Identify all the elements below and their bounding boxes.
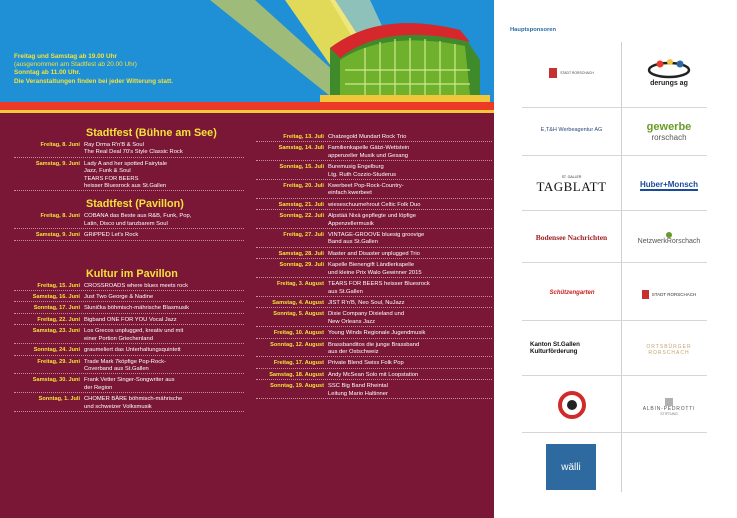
entry-date: Sonntag, 5. August — [273, 311, 324, 318]
entry-line: The Real Deal 70's Style Classic Rock — [84, 149, 183, 156]
entry-line: VINTAGE-GROOVE bluesig groovige — [328, 232, 425, 239]
grid-divider — [522, 210, 707, 211]
entry-date: Samstag, 4. August — [272, 299, 324, 306]
entry-line: graumeliert das Unterhaltungsquintett — [84, 347, 181, 354]
entry-date: Sonntag, 15. Juli — [279, 164, 324, 171]
entry-acts — [328, 202, 492, 209]
program-entry — [14, 396, 244, 412]
logo-stadt-rorschach: STADT RORSCHACH — [629, 280, 709, 308]
logo-stadt-gemeinden: STADT RORSCHACH — [524, 55, 619, 90]
entry-date: Sonntag, 12. August — [270, 341, 324, 348]
grid-divider — [522, 320, 707, 321]
entry-line: Frank Vetter Singer-Songwriter aus — [84, 377, 175, 384]
program-entry — [256, 202, 492, 210]
sponsors-title: Hauptsponsoren — [510, 27, 557, 33]
entry-line: TEARS FOR BEERS heisser Bluesrock — [328, 281, 430, 288]
program-entry — [14, 305, 244, 313]
program-entry — [256, 360, 492, 368]
entry-acts — [328, 360, 492, 367]
derungs-swoosh-icon — [646, 58, 692, 80]
entry-acts — [84, 213, 244, 228]
program-entry — [256, 145, 492, 161]
entry-date: Sonntag, 29. Juli — [279, 262, 324, 269]
opening-hours — [14, 53, 254, 86]
entry-date: Sonntag, 22. Juli — [279, 213, 324, 220]
hours-line-4: Die Veranstaltungen finden bei jeder Witterung statt. — [14, 77, 174, 85]
hours-line-1: Freitag und Samstag ab 19.00 Uhr — [14, 53, 117, 60]
logo-bodensee-nachrichten: Bodensee Nachrichten — [535, 232, 608, 242]
grid-divider — [522, 155, 707, 156]
program-entry — [256, 300, 492, 308]
grid-divider — [522, 262, 707, 263]
entry-acts — [84, 294, 244, 301]
coat-of-arms-icon — [642, 290, 649, 299]
entry-line: Lady A and her spotted Fairytale — [84, 160, 168, 167]
program-entry — [256, 232, 492, 248]
program-entry — [14, 294, 244, 302]
entry-line: heisser Bluesrock aus St.Gallen — [84, 183, 167, 190]
logo-gewerbe: gewerbe rorschach — [646, 120, 692, 142]
foundation-emblem-icon — [665, 398, 673, 406]
entry-acts — [84, 305, 244, 312]
entry-line: Los Grecos unplugged, kreativ und mit — [84, 328, 184, 335]
entry-line: Jazz, Funk & Soul — [84, 168, 131, 175]
entry-date: Sonntag, 1. Juli — [38, 396, 80, 403]
red-stripe — [0, 102, 494, 110]
entry-line: Alpstää Nixä gepflegte und löpfige — [328, 213, 416, 220]
entry-line: Brassbanditos die junge Brassband — [328, 341, 420, 348]
logo-tagblatt: ST. GALLER TAGBLATT — [536, 174, 607, 194]
program-entry — [14, 377, 244, 393]
entry-date: Freitag, 8. Juni — [40, 142, 80, 148]
entry-line: Private Blend Swiss Folk Pop — [328, 360, 404, 367]
program-entry — [256, 330, 492, 338]
red-swoosh-icon — [552, 390, 592, 420]
header-graphic — [0, 0, 494, 108]
logo-derungs: derungs ag — [629, 50, 709, 95]
entry-acts — [328, 262, 492, 277]
logo-ortsbuerger-rorschach: ORTSBÜRGER RORSCHACH — [646, 344, 692, 356]
entry-date: Freitag, 29. Juni — [37, 358, 80, 365]
entry-acts — [84, 283, 244, 290]
entry-acts — [328, 281, 492, 296]
entry-date: Freitag, 8. Juni — [40, 213, 80, 220]
coat-of-arms-icon — [549, 68, 557, 78]
entry-line: aus St.Gallen — [328, 288, 363, 295]
program-entry — [256, 183, 492, 199]
entry-line: Young Winds Regionale Jugendmusik — [328, 330, 426, 337]
program-entry — [14, 161, 244, 192]
program-right-column — [256, 134, 492, 402]
entry-date: Freitag, 3. August — [276, 281, 324, 288]
entry-line: Kwerbeet Pop-Rock-Country- — [328, 183, 404, 190]
entry-line: CROSSROADS where blues meets rock — [84, 282, 189, 289]
entry-date: Sonntag, 19. August — [270, 383, 324, 390]
entry-line: und kleine Prix Walo Gewinner 2015 — [328, 269, 422, 276]
entry-line: aus der Ostschweiz — [328, 348, 379, 355]
entry-line: Appenzellermusik — [328, 220, 374, 227]
program-entry — [14, 283, 244, 291]
entry-acts — [328, 342, 492, 357]
entry-line: SSC Big Band Rheintal — [328, 383, 388, 390]
entry-line: CHOMER BÄRE böhmisch-mährische — [84, 396, 183, 403]
entry-line: Band aus St.Gallen — [328, 239, 378, 246]
entry-date: Freitag, 17. August — [273, 360, 324, 367]
program-entry — [256, 262, 492, 278]
entry-line: Ray Drma R'n'B & Soul — [84, 142, 144, 148]
section-title: Stadtfest (Bühne am See) — [86, 127, 217, 139]
logo-waelli: wälli — [546, 444, 596, 490]
entry-acts — [84, 328, 244, 343]
entry-line: GRiPPED Let's Rock — [84, 232, 139, 239]
grid-divider-vertical — [621, 42, 622, 492]
logo-kanton-st-gallen: Kanton St.Gallen Kulturförderung — [530, 341, 580, 355]
entry-date: Freitag, 20. Juli — [283, 183, 324, 190]
logo-eth: E,T&H Werbeagentur AG — [540, 127, 603, 133]
grid-divider — [522, 375, 707, 376]
entry-line: wieseschuumehrout Celtic Folk Duo — [328, 201, 421, 208]
logo-huber-monsch: Huber+Monsch — [639, 179, 698, 189]
hours-line-3: Sonntag ab 11.00 Uhr. — [14, 69, 81, 77]
entry-line: der Region — [84, 384, 113, 391]
program-entry — [256, 311, 492, 327]
entry-date: Samstag, 9. Juni — [35, 160, 80, 167]
entry-date: Samstag, 21. Juli — [278, 201, 324, 208]
program-entry — [256, 213, 492, 229]
entry-date: Samstag, 16. Juni — [32, 294, 80, 301]
entry-date: Samstag, 30. Juni — [32, 377, 80, 384]
entry-acts — [84, 359, 244, 374]
program-entry — [256, 164, 492, 180]
program-entry — [256, 134, 492, 142]
entry-line: Master and Disaster unplugged Trio — [328, 250, 420, 257]
program-entry — [14, 347, 244, 355]
entry-line: New Orleans Jazz — [328, 318, 376, 325]
entry-line: Leitung Mario Haltinner — [328, 390, 388, 397]
program-entry — [14, 328, 244, 344]
entry-date: Freitag, 27. Juli — [283, 232, 324, 239]
entry-date: Samstag, 23. Juni — [32, 328, 80, 335]
entry-acts — [328, 372, 492, 379]
entry-date: Freitag, 13. Juli — [283, 134, 324, 140]
logo-albin-pedrotti: ALBIN-PEDROTTI STIFTUNG — [629, 390, 709, 424]
entry-acts — [328, 251, 492, 258]
logo-schuetzengarten: Schützengarten — [549, 290, 595, 296]
entry-acts — [328, 383, 492, 398]
entry-line: Chatzegold Mundart Rock Trio — [328, 134, 407, 140]
section-title: Stadtfest (Pavillon) — [86, 198, 184, 211]
entry-line: JIST R'n'B, Neo Soul, NuJazz — [328, 299, 405, 306]
entry-line: Buremusig Engelburg — [328, 164, 384, 171]
grid-divider — [522, 107, 707, 108]
entry-acts — [328, 300, 492, 307]
entry-acts — [328, 330, 492, 337]
program-entry — [256, 383, 492, 399]
entry-line: Dixie Company Dixieland und — [328, 311, 405, 318]
entry-date: Samstag, 14. Juli — [278, 145, 324, 152]
entry-date: Samstag, 9. Juni — [35, 232, 80, 239]
logo-swoosh-red — [534, 385, 609, 425]
hours-line-2: (ausgenommen am Stadtfest ab 20.00 Uhr) — [14, 61, 137, 69]
entry-date: Sonntag, 17. Juni — [33, 305, 80, 312]
entry-line: und schweizer Volksmusik — [84, 403, 152, 410]
entry-date: Freitag, 15. Juni — [37, 282, 80, 289]
program-left-column — [14, 127, 244, 415]
entry-line: Bigband ONE FOR YOU Vocal Jazz — [84, 316, 177, 323]
program-entry — [256, 251, 492, 259]
entry-line: appenzeller Musik und Gesang — [328, 152, 408, 159]
entry-line: COBANA das Beste aus R&B, Funk, Pop, — [84, 213, 192, 220]
entry-acts — [84, 161, 244, 191]
entry-line: Coverband aus St.Gallen — [84, 365, 149, 372]
program-entry — [14, 142, 244, 158]
program-entry — [14, 232, 244, 240]
entry-date: Freitag, 10. August — [273, 330, 324, 337]
sponsors-panel — [494, 0, 737, 518]
entry-line: Slunička böhmisch-mährische Blasmusik — [84, 305, 190, 312]
entry-date: Sonntag, 24. Juni — [33, 347, 80, 354]
entry-acts — [328, 164, 492, 179]
logo-netzwerk-rorschach: NetzwerkRorschach — [629, 222, 709, 254]
entry-line: einfach kwerbeet — [328, 190, 372, 197]
program-entry — [256, 372, 492, 380]
entry-date: Freitag, 22. Juni — [37, 316, 80, 323]
entry-line: TEARS FOR BEERS — [84, 175, 139, 182]
grid-divider — [522, 432, 707, 433]
entry-acts — [84, 347, 244, 354]
entry-line: Latin, Disco und tanzbarem Soul — [84, 220, 168, 227]
entry-acts — [328, 183, 492, 198]
entry-date: Samstag, 28. Juli — [278, 250, 324, 257]
program-entry — [256, 281, 492, 297]
entry-line: Kapelle Bienengift Ländlerkapelle — [328, 262, 415, 269]
program-entry — [14, 213, 244, 229]
entry-line: Just Two George & Nadine — [84, 294, 154, 301]
entry-acts — [84, 377, 244, 392]
section-title: Kultur im Pavillon — [86, 267, 178, 280]
entry-acts — [328, 311, 492, 326]
entry-date: Samstag, 18. August — [269, 371, 324, 378]
entry-line: einer Portion Griechenland — [84, 335, 153, 342]
program-entry — [14, 317, 244, 325]
entry-acts — [84, 317, 244, 324]
entry-acts — [328, 134, 492, 141]
entry-acts — [84, 142, 244, 157]
entry-line: Trade Mark 7köpfige Pop-Rock- — [84, 358, 166, 365]
entry-line: Andy McSean Solo mit Loopstation — [328, 371, 419, 378]
program-entry — [14, 359, 244, 375]
entry-acts — [84, 232, 244, 239]
program-entry — [256, 342, 492, 358]
entry-acts — [328, 145, 492, 160]
entry-acts — [328, 213, 492, 228]
entry-acts — [328, 232, 492, 247]
entry-line: Ltg. Ruth Cozzio-Studerus — [328, 171, 396, 178]
entry-line: Familienkapelle Gätzi-Wettstein — [328, 145, 410, 152]
entry-acts — [84, 396, 244, 411]
